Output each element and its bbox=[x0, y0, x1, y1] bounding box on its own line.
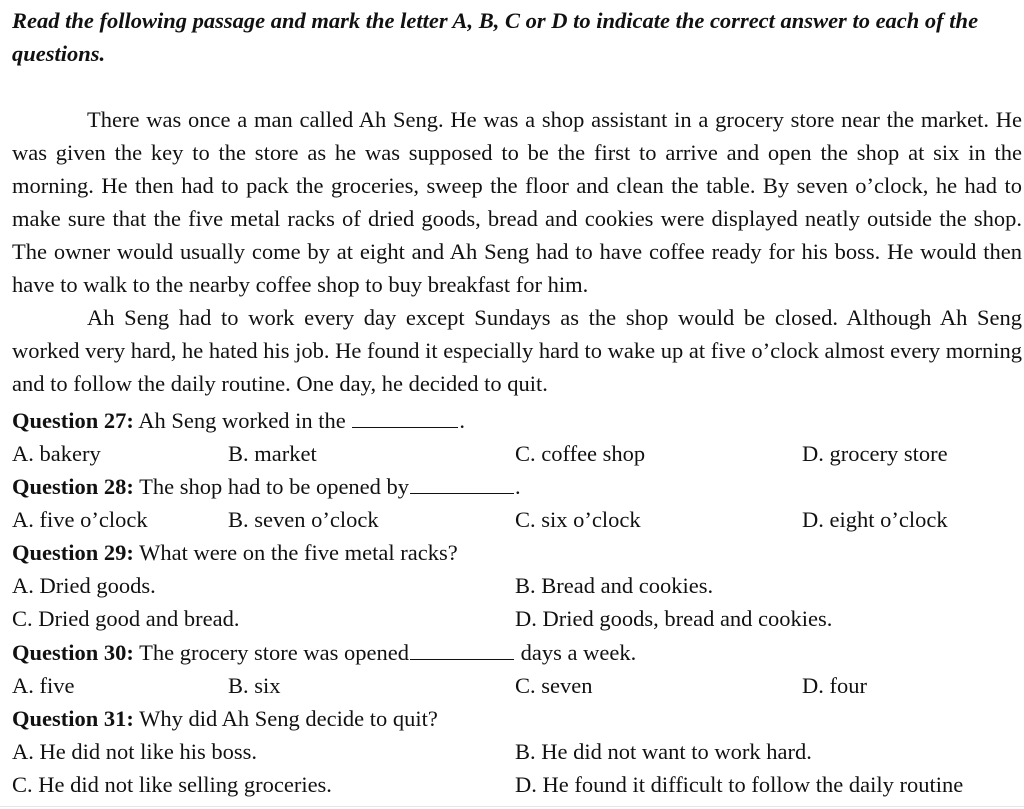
option-a[interactable]: A. five bbox=[12, 673, 75, 698]
option-c[interactable]: C. Dried good and bread. bbox=[12, 606, 240, 631]
passage-paragraph-1: There was once a man called Ah Seng. He was a shop assistant in a grocery store near the market. He was given the key to the store as he was supposed to be the first to arrive and open the shop at six in the morning. He then had to pack the groceries, sweep the floor and clean the table. By seven o’clock, he had to make sure that the five metal racks of dried goods, bread and cookies were displayed neatly outside the shop. The owner would usually come by at eight and Ah Seng had to have coffee ready for his boss. He would then have to walk to the nearby coffee shop to buy breakfast for him. bbox=[12, 107, 1022, 297]
answer-blank bbox=[410, 471, 514, 494]
option-a[interactable]: A. Dried goods. bbox=[12, 573, 156, 598]
question-stem: What were on the five metal racks? bbox=[139, 540, 458, 565]
answer-blank bbox=[410, 637, 514, 660]
answer-blank bbox=[352, 405, 458, 428]
option-d[interactable]: D. Dried goods, bread and cookies. bbox=[515, 606, 833, 631]
question-number: Question 29: bbox=[12, 540, 134, 565]
option-c[interactable]: C. coffee shop bbox=[515, 441, 646, 466]
option-b[interactable]: B. market bbox=[228, 441, 317, 466]
instruction-text: Read the following passage and mark the letter A, B, C or D to indicate the correct answer to each of the questions. bbox=[12, 8, 979, 66]
question-29 bbox=[12, 536, 1022, 569]
question-stem: Why did Ah Seng decide to quit? bbox=[139, 706, 438, 731]
question-31 bbox=[12, 702, 1022, 735]
question-after: days a week. bbox=[520, 640, 637, 665]
option-a[interactable]: A. He did not like his boss. bbox=[12, 739, 257, 764]
question-number: Question 31: bbox=[12, 706, 134, 731]
option-d[interactable]: D. four bbox=[802, 673, 867, 698]
option-a[interactable]: A. five o’clock bbox=[12, 507, 148, 532]
option-c[interactable]: C. seven bbox=[515, 673, 593, 698]
question-after: . bbox=[515, 474, 521, 499]
question-stem: The grocery store was opened bbox=[139, 640, 409, 665]
question-stem: Ah Seng worked in the bbox=[138, 408, 346, 433]
question-30 bbox=[12, 636, 1022, 669]
question-28-options bbox=[12, 503, 1022, 536]
question-number: Question 27: bbox=[12, 408, 134, 433]
page-bottom-divider bbox=[0, 806, 1024, 807]
question-31-options-row-2 bbox=[12, 768, 1022, 801]
option-c[interactable]: C. He did not like selling groceries. bbox=[12, 772, 332, 797]
question-28 bbox=[12, 470, 1022, 503]
option-b[interactable]: B. seven o’clock bbox=[228, 507, 379, 532]
question-after: . bbox=[459, 408, 465, 433]
question-number: Question 30: bbox=[12, 640, 134, 665]
option-d[interactable]: D. eight o’clock bbox=[802, 507, 948, 532]
option-d[interactable]: D. He found it difficult to follow the daily routine bbox=[515, 772, 964, 797]
question-27-options bbox=[12, 437, 1022, 470]
question-29-options-row-1 bbox=[12, 569, 1022, 602]
option-b[interactable]: B. Bread and cookies. bbox=[515, 573, 714, 598]
option-a[interactable]: A. bakery bbox=[12, 441, 101, 466]
option-b[interactable]: B. He did not want to work hard. bbox=[515, 739, 812, 764]
option-c[interactable]: C. six o’clock bbox=[515, 507, 641, 532]
option-b[interactable]: B. six bbox=[228, 673, 281, 698]
question-27 bbox=[12, 404, 1022, 437]
question-29-options-row-2 bbox=[12, 602, 1022, 635]
reading-passage bbox=[12, 103, 1022, 400]
passage-paragraph-2: Ah Seng had to work every day except Sundays as the shop would be closed. Although Ah Seng worked very hard, he hated his job. He found it especially hard to wake up at five o’clock almost every morning and to follow the daily routine. One day, he decided to quit. bbox=[12, 305, 1022, 396]
question-stem: The shop had to be opened by bbox=[139, 474, 410, 499]
question-31-options-row-1 bbox=[12, 735, 1022, 768]
option-d[interactable]: D. grocery store bbox=[802, 441, 948, 466]
question-30-options bbox=[12, 669, 1022, 702]
question-number: Question 28: bbox=[12, 474, 134, 499]
